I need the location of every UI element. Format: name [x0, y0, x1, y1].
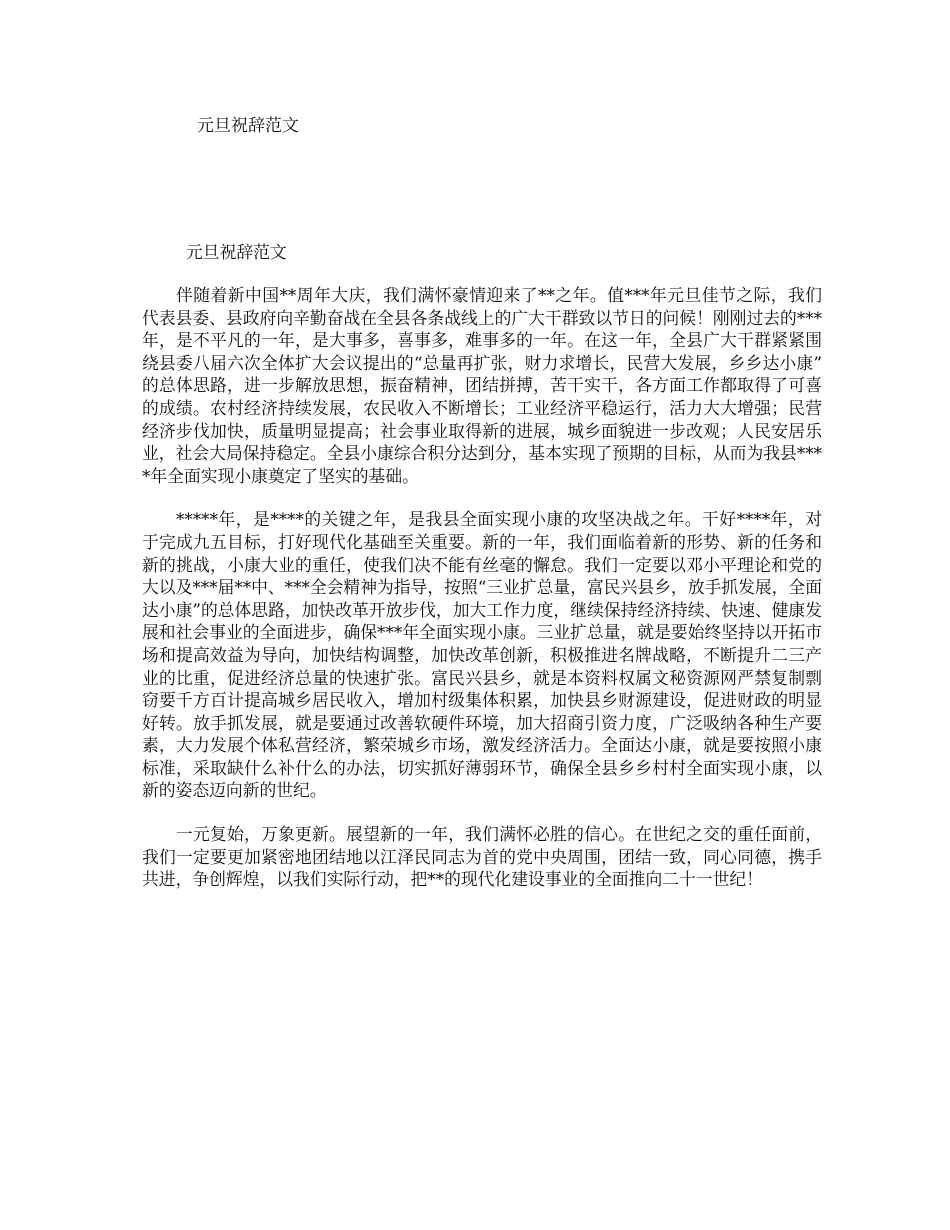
paragraph-3: 一元复始，万象更新。展望新的一年，我们满怀必胜的信心。在世纪之交的重任面前，我们一定要更加紧密地团结地以江泽民同志为首的党中央周围，团结一致，同心同德，携手共进，争创辉煌，以我们实际行动，把**的现代化建设事业的全面推向二十一世纪！ [142, 824, 822, 890]
paragraph-2: *****年，是****的关键之年，是我县全面实现小康的攻坚决战之年。干好****年，对于完成九五目标，打好现代化基础至关重要。新的一年，我们面临着新的形势、新的任务和新的挑战，小康大业的重任，使我们决不能有丝毫的懈怠。我们一定要以邓小平理论和党的大以及***届**中、***全会精神为指导，按照“三业扩总量，富民兴县乡，放手抓发展，全面达小康”的总体思路，加快改革开放步伐，加大工作力度，继续保持经济持续、快速、健康发展和社会事业的全面进步，确保***年全面实现小康。三业扩总量，就是要始终坚持以开拓市场和提高效益为导向，加快结构调整，加快改革创新，积极推进名牌战略，不断提升二三产业的比重，促进经济总量的快速扩张。富民兴县乡，就是本资料权属文秘资源网严禁复制剽窃要千方百计提高城乡居民收入，增加村级集体积累，加快县乡财源建设，促进财政的明显好转。放手抓发展，就是要通过改善软硬件环境，加大招商引资力度，广泛吸纳各种生产要素，大力发展个体私营经济，繁荣城乡市场，激发经济活力。全面达小康，就是要按照小康标准，采取缺什么补什么的办法，切实抓好薄弱环节，确保全县乡乡村村全面实现小康，以新的姿态迈向新的世纪。 [142, 509, 822, 801]
document-title: 元旦祝辞范文 [186, 242, 287, 262]
header-title: 元旦祝辞范文 [197, 116, 299, 136]
document-body [142, 240, 822, 912]
paragraph-1: 伴随着新中国**周年大庆，我们满怀豪情迎来了**之年。值***年元旦佳节之际，我们代表县委、县政府向辛勤奋战在全县各条战线上的广大干群致以节日的问候！刚刚过去的***年，是不平凡的一年，是大事多，喜事多，难事多的一年。在这一年，全县广大干群紧紧围绕县委八届六次全体扩大会议提出的“总量再扩张，财力求增长，民营大发展，乡乡达小康”的总体思路，进一步解放思想，振奋精神，团结拼搏，苦干实干，各方面工作都取得了可喜的成绩。农村经济持续发展，农民收入不断增长；工业经济平稳运行，活力大大增强；民营经济步伐加快，质量明显提高；社会事业取得新的进展，城乡面貌进一步改观；人民安居乐业，社会大局保持稳定。全县小康综合积分达到分，基本实现了预期的目标，从而为我县****年全面实现小康奠定了坚实的基础。 [142, 285, 822, 486]
